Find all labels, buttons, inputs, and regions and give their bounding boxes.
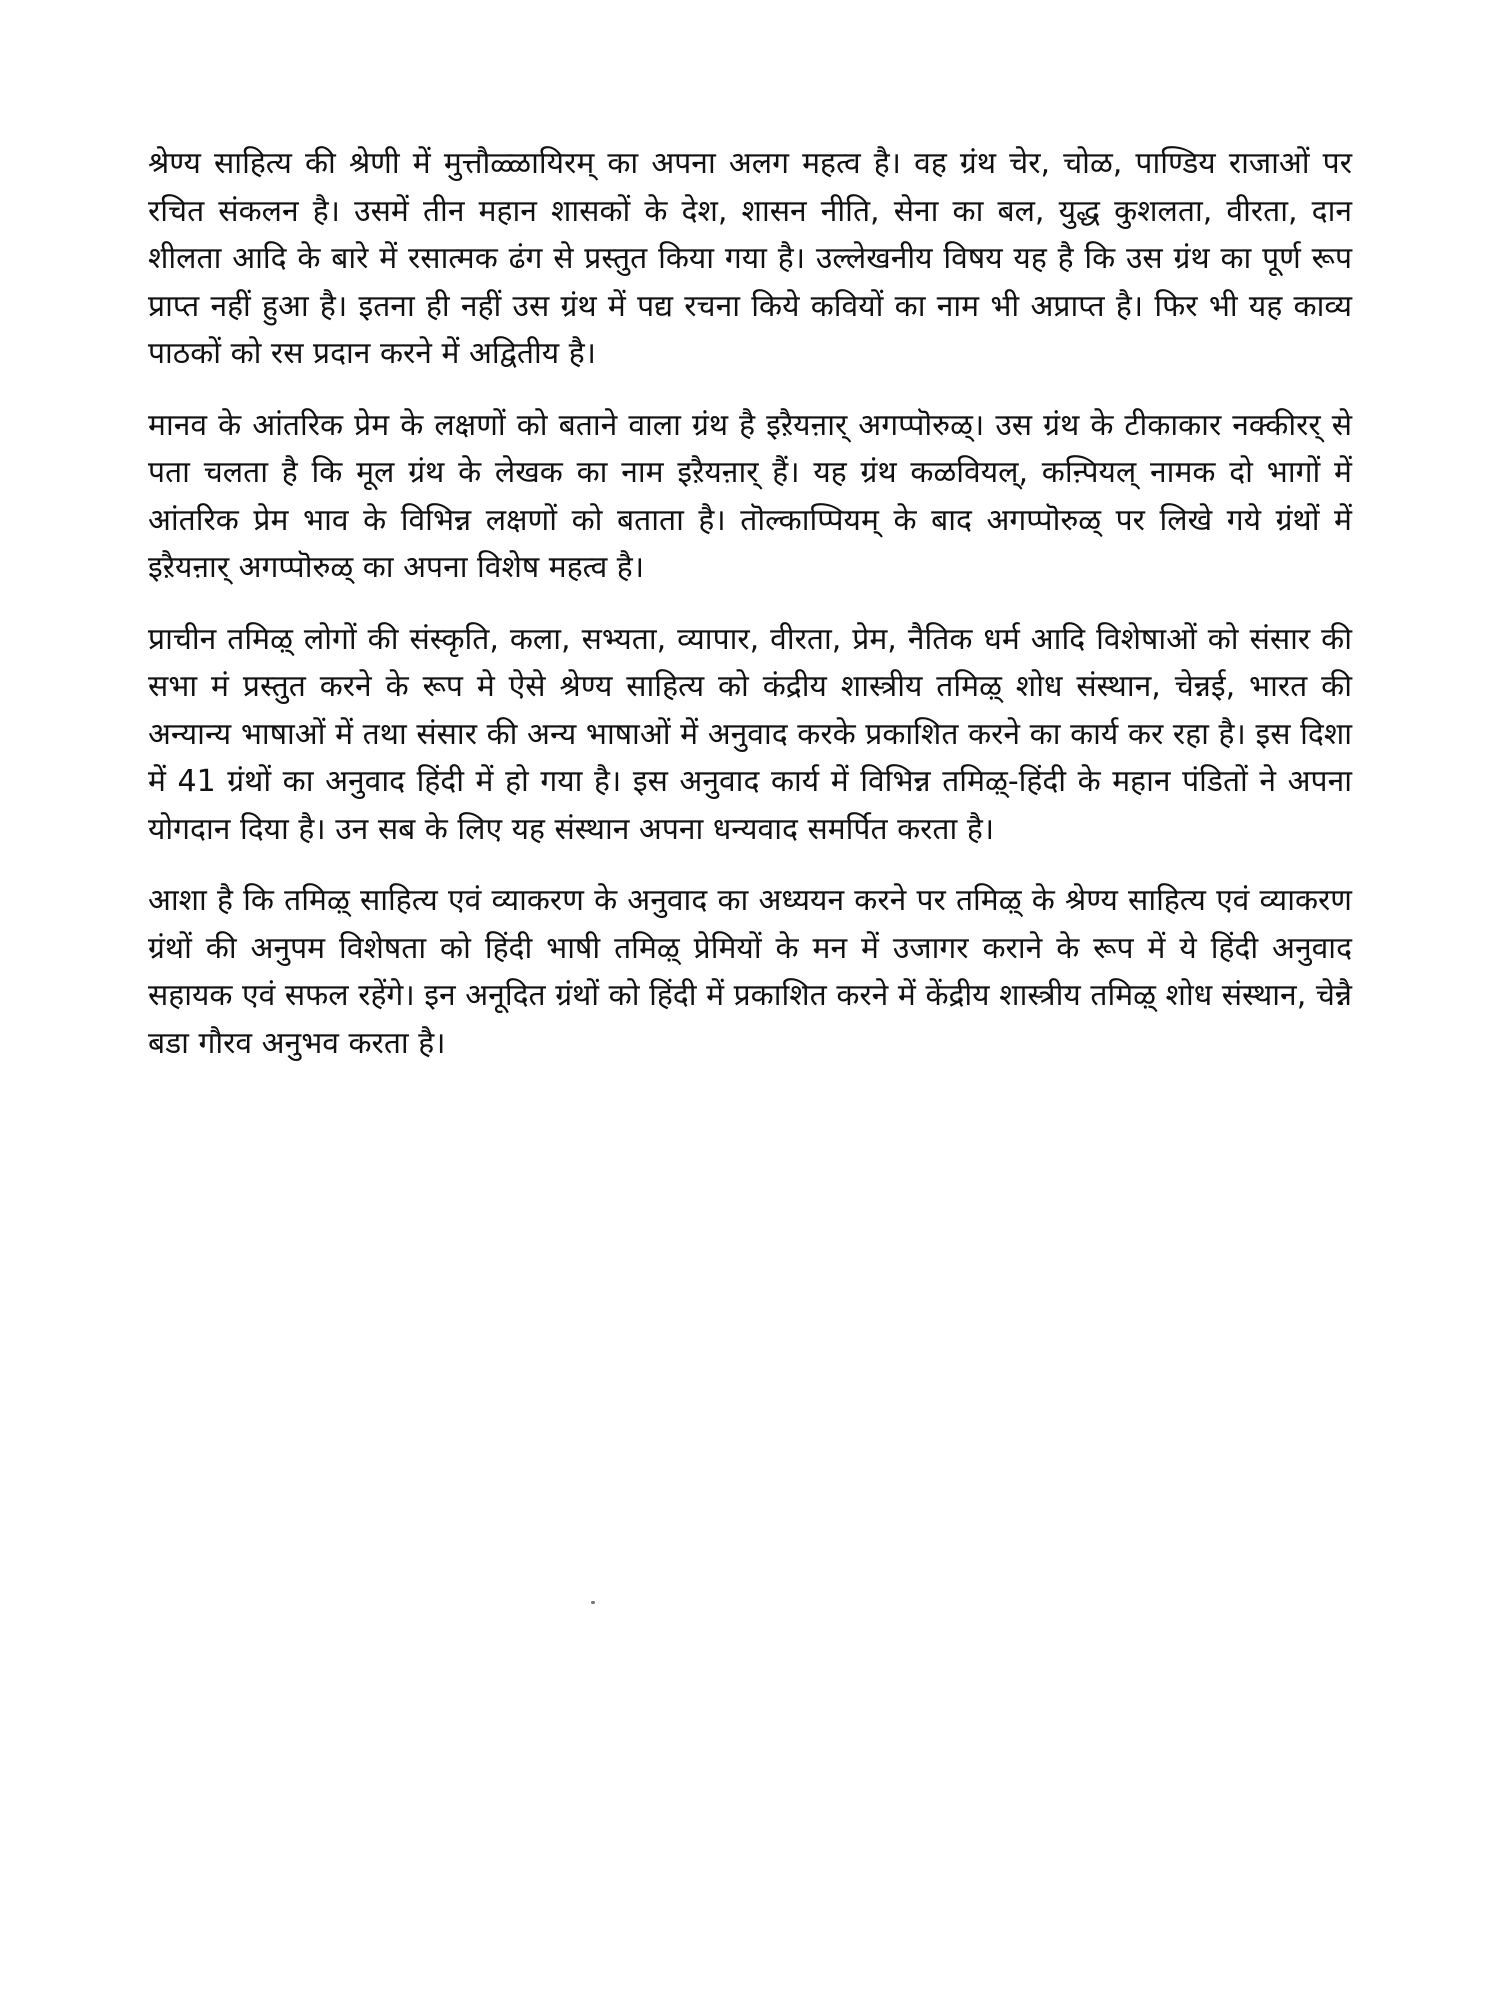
scan-speck bbox=[591, 1601, 595, 1604]
document-body bbox=[148, 140, 1352, 1091]
paragraph-2: मानव के आंतरिक प्रेम के लक्षणों को बताने वाला ग्रंथ है इऱैयऩार् अगप्पॊरुळ्। उस ग्रंथ के टीकाकार नक्कीरर् से पता चलता है कि मूल ग्रंथ के लेखक का नाम इऱैयऩार् हैं। यह ग्रंथ कळवियल्, कऩ्पियल् नामक दो भागों में आंतरिक प्रेम भाव के विभिन्न लक्षणों को बताता है। तॊल्काप्पियम् के बाद अगप्पॊरुळ् पर लिखे गये ग्रंथों में इऱैयऩार् अगप्पॊरुळ् का अपना विशेष महत्व है। bbox=[148, 407, 1352, 585]
paragraph-4: आशा है कि तमिऴ् साहित्य एवं व्याकरण के अनुवाद का अध्ययन करने पर तमिऴ् के श्रेण्य साहित्य एवं व्याकरण ग्रंथों की अनुपम विशेषता को हिंदी भाषी तमिऴ् प्रेमियों के मन में उजागर कराने के रूप में ये हिंदी अनुवाद सहायक एवं सफल रहेंगे। इन अनूदित ग्रंथों को हिंदी में प्रकाशित करने में केंद्रीय शास्त्रीय तमिऴ् शोध संस्थान, चेन्नै बडा गौरव अनुभव करता है। bbox=[148, 883, 1352, 1061]
paragraph-1: श्रेण्य साहित्य की श्रेणी में मुत्तौळ्ळायिरम् का अपना अलग महत्व है। वह ग्रंथ चेर, चोळ, पाण्डिय राजाओं पर रचित संकलन है। उसमें तीन महान शासकों के देश, शासन नीति, सेना का बल, युद्ध कुशलता, वीरता, दान शीलता आदि के बारे में रसात्मक ढंग से प्रस्तुत किया गया है। उल्लेखनीय विषय यह है कि उस ग्रंथ का पूर्ण रूप प्राप्त नहीं हुआ है। इतना ही नहीं उस ग्रंथ में पद्य रचना किये कवियों का नाम भी अप्राप्त है। फिर भी यह काव्य पाठकों को रस प्रदान करने में अद्वितीय है। bbox=[148, 146, 1352, 371]
paragraph-3: प्राचीन तमिऴ् लोगों की संस्कृति, कला, सभ्यता, व्यापार, वीरता, प्रेम, नैतिक धर्म आदि विशेषाओं को संसार की सभा मं प्रस्तुत करने के रूप मे ऐसे श्रेण्य साहित्य को कंद्रीय शास्त्रीय तमिऴ् शोध संस्थान, चेन्नई, भारत की अन्यान्य भाषाओं में तथा संसार की अन्य भाषाओं में अनुवाद करके प्रकाशित करने का कार्य कर रहा है। इस दिशा में 41 ग्रंथों का अनुवाद हिंदी में हो गया है। इस अनुवाद कार्य में विभिन्न तमिऴ्-हिंदी के महान पंडितों ने अपना योगदान दिया है। उन सब के लिए यह संस्थान अपना धन्यवाद समर्पित करता है। bbox=[148, 621, 1352, 847]
